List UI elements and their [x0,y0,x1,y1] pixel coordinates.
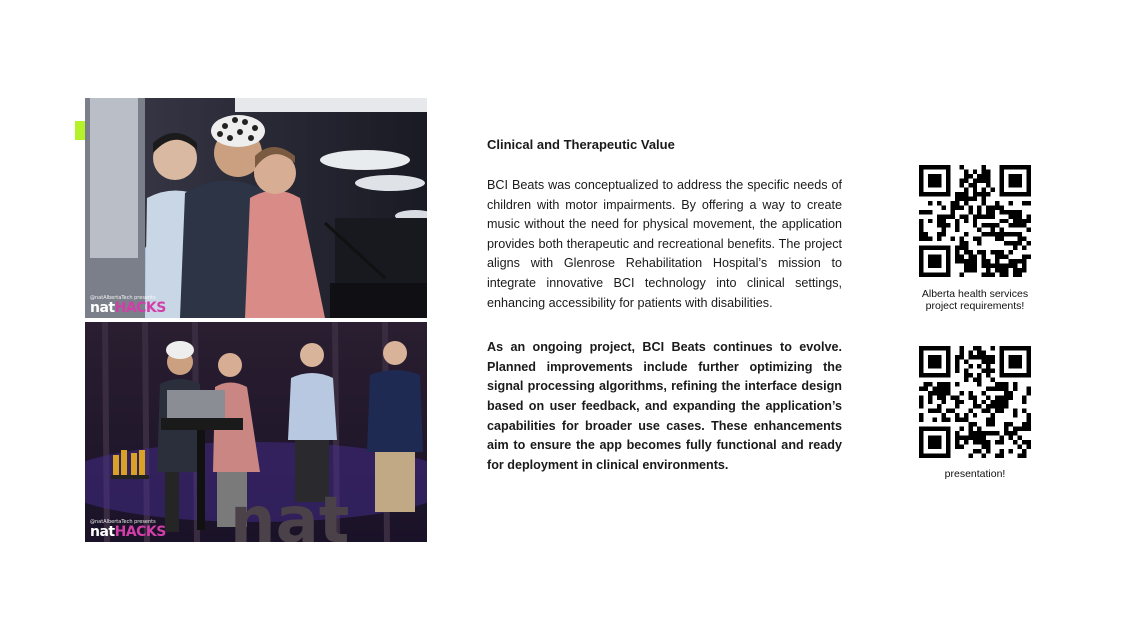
paragraph-ongoing-project: As an ongoing project, BCI Beats continues to evolve. Planned improvements include further optimizing the signal processing algorithms, refining the interface design based on user feedback, and expanding the application’s capabilities for broader use cases. These enhancements aim to ensure the app becomes fully functional and ready for deployment in clinical environments. [487,340,842,472]
photo-presenters-closeup [85,98,427,318]
qr-code-presentation[interactable] [919,346,1031,458]
qr-block-requirements [916,165,1034,312]
brand-hacks: HACKS [114,300,166,316]
brand-hacks: HACKS [114,524,166,540]
content-column [487,136,842,475]
watermark-brand [90,525,166,539]
qr-code-requirements[interactable] [919,165,1031,277]
stage-letters: nat [230,484,350,542]
photo-team-on-stage-image [85,322,427,542]
photo-presenters-closeup-image [85,98,427,318]
section-title: Clinical and Therapeutic Value [487,137,675,152]
paragraph-clinical-value: BCI Beats was conceptualized to address the specific needs of children with motor impairments. By offering a way to create music without the need for physical movement, the application provides both therapeutic and recreational benefits. The project aligns with Glenrose Rehabilitation Hospital’s mission to integrate innovative BCI technology into clinical settings, enhancing accessibility for patients with disabilities. [487,178,842,310]
qr-caption-requirements: Alberta health services project requirements! [921,288,1029,312]
qr-block-presentation [916,346,1034,481]
watermark [90,295,166,315]
qr-caption-presentation: presentation! [944,468,1006,480]
watermark [90,519,166,539]
watermark-caption: @natAlbertaTech presents [90,519,156,525]
photo-team-on-stage [85,322,427,542]
brand-nat: nat [90,524,115,540]
watermark-brand [90,301,166,315]
brand-nat: nat [90,300,115,316]
watermark-caption: @natAlbertaTech presents [90,295,156,301]
